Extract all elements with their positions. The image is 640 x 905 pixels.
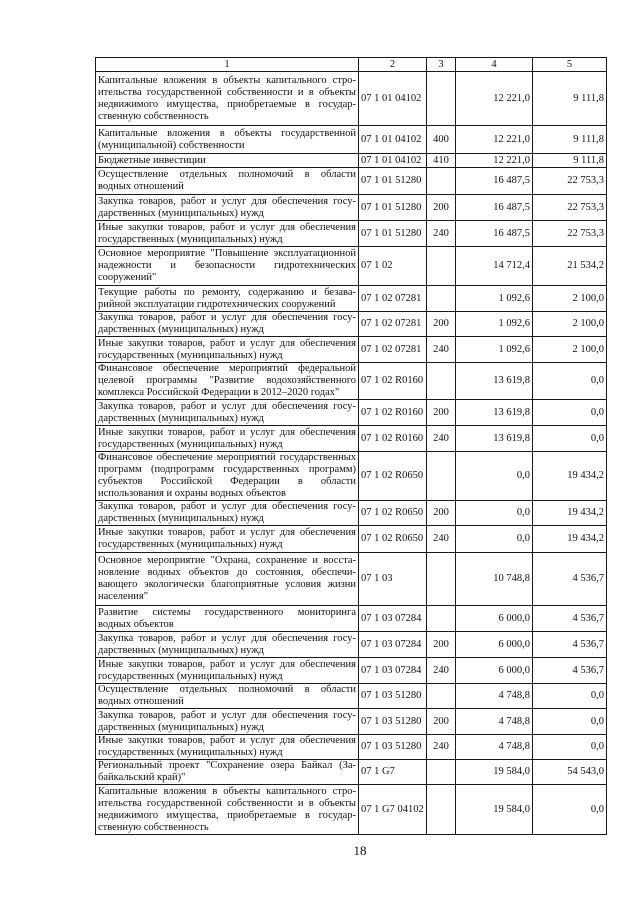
table-row: [96, 684, 607, 709]
classification-code-cell: 07 1 G7: [359, 760, 427, 785]
classification-code-cell: 07 1 01 04102: [359, 154, 427, 168]
classification-code-cell: 07 1 02 R0650: [359, 526, 427, 553]
classification-code-cell: 07 1 01 04102: [359, 126, 427, 154]
amount-col5-cell: 0,0: [533, 400, 607, 426]
row-title-cell: Закупка товаров, работ и услуг для обеспечения государственных (муниципальных) нужд: [96, 400, 359, 426]
amount-col4-cell: 1 092,6: [456, 337, 533, 363]
classification-code-cell: 07 1 02 R0160: [359, 400, 427, 426]
classification-code-cell: 07 1 01 04102: [359, 72, 427, 126]
expense-type-cell: [427, 606, 456, 632]
amount-col4-cell: 6 000,0: [456, 658, 533, 684]
amount-col5-cell: 54 543,0: [533, 760, 607, 785]
amount-col5-cell: 22 753,3: [533, 221, 607, 247]
row-title-cell: Осуществление отдельных полномочий в области водных отношений: [96, 168, 359, 195]
amount-col5-cell: 2 100,0: [533, 337, 607, 363]
amount-col5-cell: 9 111,8: [533, 126, 607, 154]
amount-col5-cell: 0,0: [533, 735, 607, 760]
amount-col4-cell: 4 748,8: [456, 684, 533, 709]
amount-col4-cell: 4 748,8: [456, 735, 533, 760]
header-col-3: 3: [427, 58, 456, 72]
expense-type-cell: [427, 363, 456, 400]
amount-col5-cell: 19 434,2: [533, 501, 607, 526]
row-title-cell: Капитальные вложения в объекты капитального строительства государственной собственности и в объекты недвижимого имущества, приобретаемые в государственную собственность: [96, 72, 359, 126]
header-col-4: 4: [456, 58, 533, 72]
amount-col5-cell: 0,0: [533, 426, 607, 452]
amount-col5-cell: 0,0: [533, 785, 607, 835]
expense-type-cell: 200: [427, 312, 456, 337]
amount-col5-cell: 9 111,8: [533, 154, 607, 168]
row-title-cell: Иные закупки товаров, работ и услуг для обеспечения государственных (муниципальных) нужд: [96, 658, 359, 684]
expense-type-cell: 240: [427, 735, 456, 760]
amount-col4-cell: 13 619,8: [456, 426, 533, 452]
amount-col5-cell: 22 753,3: [533, 168, 607, 195]
amount-col5-cell: 9 111,8: [533, 72, 607, 126]
amount-col4-cell: 13 619,8: [456, 363, 533, 400]
row-title-cell: Иные закупки товаров, работ и услуг для обеспечения государственных (муниципальных) нужд: [96, 735, 359, 760]
table-row: [96, 286, 607, 312]
row-title-cell: Закупка товаров, работ и услуг для обеспечения государственных (муниципальных) нужд: [96, 501, 359, 526]
amount-col4-cell: 1 092,6: [456, 312, 533, 337]
table-row: [96, 126, 607, 154]
table-row: [96, 337, 607, 363]
table-row: [96, 221, 607, 247]
amount-col4-cell: 0,0: [456, 452, 533, 501]
header-col-5: 5: [533, 58, 607, 72]
row-title-cell: Иные закупки товаров, работ и услуг для обеспечения государственных (муниципальных) нужд: [96, 221, 359, 247]
expense-type-cell: 200: [427, 501, 456, 526]
amount-col4-cell: 12 221,0: [456, 72, 533, 126]
amount-col4-cell: 16 487,5: [456, 221, 533, 247]
table-row: [96, 426, 607, 452]
table-row: [96, 168, 607, 195]
row-title-cell: Основное мероприятие "Повышение эксплуатационной надежности и безопасности гидротехнических сооружений": [96, 247, 359, 286]
amount-col5-cell: 22 753,3: [533, 195, 607, 221]
table-row: [96, 363, 607, 400]
row-title-cell: Бюджетные инвестиции: [96, 154, 359, 168]
row-title-cell: Региональный проект "Сохранение озера Байкал (Забайкальский край)": [96, 760, 359, 785]
amount-col4-cell: 19 584,0: [456, 785, 533, 835]
table-row: [96, 526, 607, 553]
table-row: [96, 247, 607, 286]
classification-code-cell: 07 1 03 51280: [359, 684, 427, 709]
amount-col5-cell: 0,0: [533, 709, 607, 735]
amount-col5-cell: 19 434,2: [533, 526, 607, 553]
expense-type-cell: [427, 785, 456, 835]
expense-type-cell: 410: [427, 154, 456, 168]
row-title-cell: Текущие работы по ремонту, содержанию и безаварийной эксплуатации гидротехнических сооружений: [96, 286, 359, 312]
expense-type-cell: 200: [427, 709, 456, 735]
expense-type-cell: 200: [427, 195, 456, 221]
row-title-cell: Финансовое обеспечение мероприятий государственных программ (подпрограмм государственных программ) субъектов Российской Федерации в области использования и охраны водных объектов: [96, 452, 359, 501]
classification-code-cell: 07 1 03 51280: [359, 709, 427, 735]
amount-col4-cell: 0,0: [456, 501, 533, 526]
row-title-cell: Финансовое обеспечение мероприятий федеральной целевой программы "Развитие водохозяйственного комплекса Российской Федерации в 2012–2020 годах": [96, 363, 359, 400]
amount-col4-cell: 13 619,8: [456, 400, 533, 426]
expense-type-cell: [427, 684, 456, 709]
amount-col4-cell: 16 487,5: [456, 168, 533, 195]
header-col-2: 2: [359, 58, 427, 72]
classification-code-cell: 07 1 02 07281: [359, 286, 427, 312]
amount-col4-cell: 6 000,0: [456, 632, 533, 658]
page-number: 18: [353, 843, 367, 858]
expense-type-cell: [427, 168, 456, 195]
classification-code-cell: 07 1 02 07281: [359, 312, 427, 337]
amount-col5-cell: 19 434,2: [533, 452, 607, 501]
table-row: [96, 735, 607, 760]
row-title-cell: Иные закупки товаров, работ и услуг для обеспечения государственных (муниципальных) нужд: [96, 526, 359, 553]
row-title-cell: Капитальные вложения в объекты государственной (муниципальной) собственности: [96, 126, 359, 154]
expense-type-cell: [427, 452, 456, 501]
table-row: [96, 154, 607, 168]
classification-code-cell: 07 1 01 51280: [359, 195, 427, 221]
classification-code-cell: 07 1 02 R0160: [359, 426, 427, 452]
amount-col4-cell: 4 748,8: [456, 709, 533, 735]
row-title-cell: Закупка товаров, работ и услуг для обеспечения государственных (муниципальных) нужд: [96, 709, 359, 735]
classification-code-cell: 07 1 03 51280: [359, 735, 427, 760]
row-title-cell: Осуществление отдельных полномочий в области водных отношений: [96, 684, 359, 709]
amount-col4-cell: 10 748,8: [456, 553, 533, 606]
amount-col4-cell: 0,0: [456, 526, 533, 553]
classification-code-cell: 07 1 01 51280: [359, 168, 427, 195]
classification-code-cell: 07 1 02 R0160: [359, 363, 427, 400]
expense-type-cell: 240: [427, 658, 456, 684]
amount-col5-cell: 4 536,7: [533, 658, 607, 684]
table-body: [96, 72, 607, 835]
table-header: [96, 58, 607, 72]
table-row: [96, 632, 607, 658]
amount-col5-cell: 2 100,0: [533, 312, 607, 337]
table-row: [96, 501, 607, 526]
amount-col5-cell: 0,0: [533, 363, 607, 400]
table-row: [96, 312, 607, 337]
expense-type-cell: [427, 760, 456, 785]
row-title-cell: Иные закупки товаров, работ и услуг для обеспечения государственных (муниципальных) нужд: [96, 337, 359, 363]
classification-code-cell: 07 1 03: [359, 553, 427, 606]
table-row: [96, 553, 607, 606]
row-title-cell: Закупка товаров, работ и услуг для обеспечения государственных (муниципальных) нужд: [96, 312, 359, 337]
row-title-cell: Развитие системы государственного мониторинга водных объектов: [96, 606, 359, 632]
classification-code-cell: 07 1 01 51280: [359, 221, 427, 247]
header-row: [96, 58, 607, 72]
expense-type-cell: 240: [427, 337, 456, 363]
amount-col4-cell: 12 221,0: [456, 126, 533, 154]
classification-code-cell: 07 1 02: [359, 247, 427, 286]
expense-type-cell: 200: [427, 400, 456, 426]
expense-type-cell: [427, 72, 456, 126]
expense-type-cell: 240: [427, 221, 456, 247]
classification-code-cell: 07 1 03 07284: [359, 606, 427, 632]
classification-code-cell: 07 1 02 R0650: [359, 501, 427, 526]
amount-col4-cell: 16 487,5: [456, 195, 533, 221]
classification-code-cell: 07 1 03 07284: [359, 632, 427, 658]
amount-col5-cell: 4 536,7: [533, 606, 607, 632]
expense-type-cell: 200: [427, 632, 456, 658]
amount-col4-cell: 14 712,4: [456, 247, 533, 286]
row-title-cell: Капитальные вложения в объекты капитального строительства государственной собственности и в объекты недвижимого имущества, приобретаемые в государственную собственность: [96, 785, 359, 835]
header-col-1: 1: [96, 58, 359, 72]
amount-col4-cell: 12 221,0: [456, 154, 533, 168]
amount-col4-cell: 1 092,6: [456, 286, 533, 312]
table-row: [96, 606, 607, 632]
amount-col5-cell: 0,0: [533, 684, 607, 709]
budget-table: [95, 57, 607, 835]
classification-code-cell: 07 1 02 R0650: [359, 452, 427, 501]
amount-col4-cell: 6 000,0: [456, 606, 533, 632]
table-row: [96, 709, 607, 735]
classification-code-cell: 07 1 02 07281: [359, 337, 427, 363]
row-title-cell: Закупка товаров, работ и услуг для обеспечения государственных (муниципальных) нужд: [96, 195, 359, 221]
amount-col5-cell: 21 534,2: [533, 247, 607, 286]
amount-col5-cell: 2 100,0: [533, 286, 607, 312]
classification-code-cell: 07 1 G7 04102: [359, 785, 427, 835]
expense-type-cell: 240: [427, 526, 456, 553]
table-row: [96, 400, 607, 426]
table-row: [96, 658, 607, 684]
table-row: [96, 760, 607, 785]
row-title-cell: Иные закупки товаров, работ и услуг для обеспечения государственных (муниципальных) нужд: [96, 426, 359, 452]
table-row: [96, 785, 607, 835]
table-row: [96, 195, 607, 221]
expense-type-cell: [427, 553, 456, 606]
row-title-cell: Основное мероприятие "Охрана, сохранение и восстановление водных объектов до состояния, обеспечивающего экологически благоприятные условия жизни населения": [96, 553, 359, 606]
classification-code-cell: 07 1 03 07284: [359, 658, 427, 684]
table-row: [96, 452, 607, 501]
amount-col5-cell: 4 536,7: [533, 632, 607, 658]
expense-type-cell: 400: [427, 126, 456, 154]
amount-col5-cell: 4 536,7: [533, 553, 607, 606]
row-title-cell: Закупка товаров, работ и услуг для обеспечения государственных (муниципальных) нужд: [96, 632, 359, 658]
expense-type-cell: [427, 286, 456, 312]
expense-type-cell: [427, 247, 456, 286]
expense-type-cell: 240: [427, 426, 456, 452]
amount-col4-cell: 19 584,0: [456, 760, 533, 785]
table-row: [96, 72, 607, 126]
